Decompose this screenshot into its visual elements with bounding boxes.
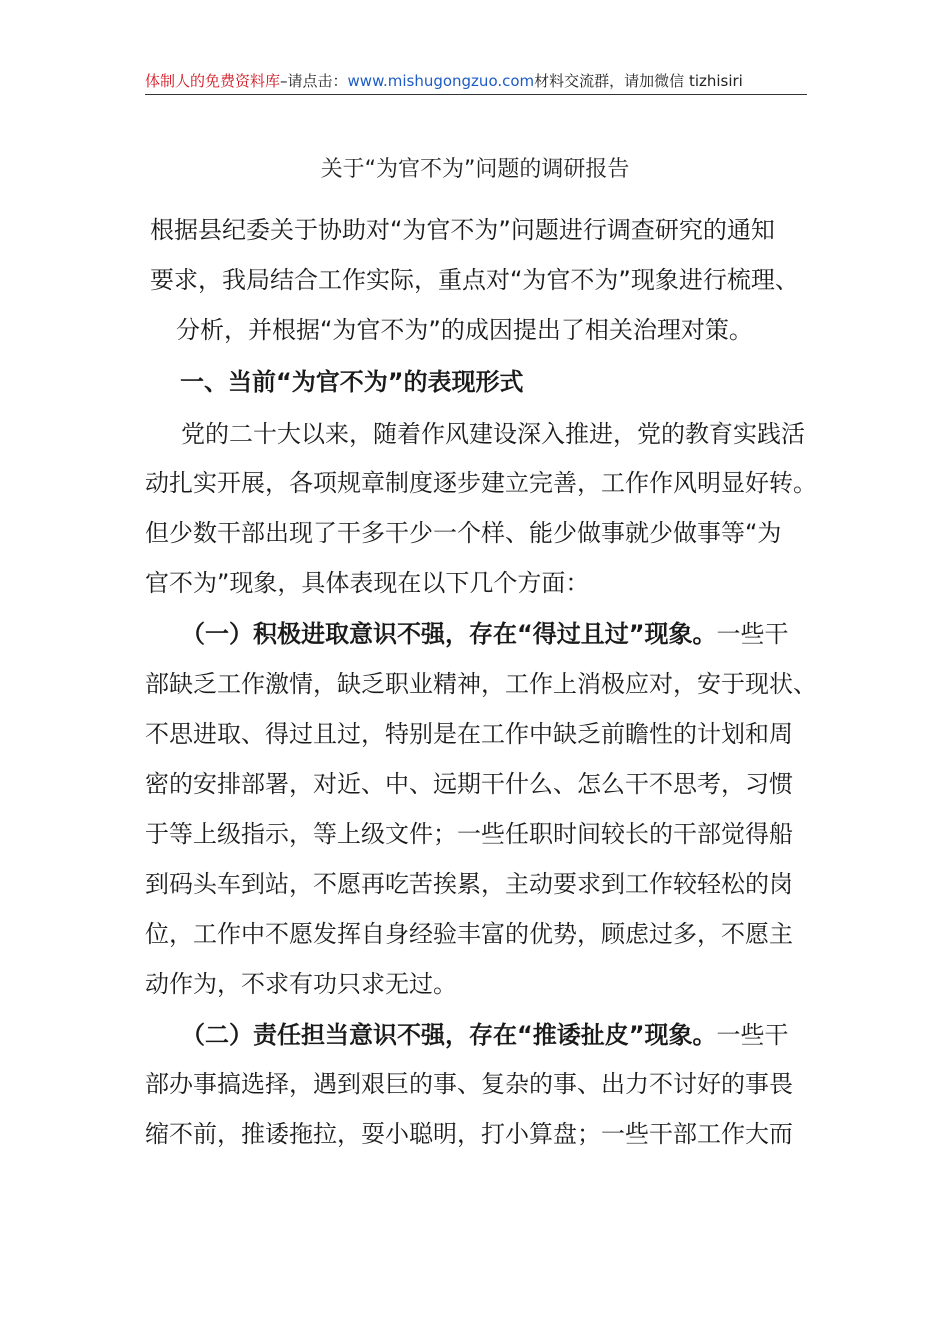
paragraph-line: 密的安排部署，对近、中、远期干什么、怎么干不思考，习惯 xyxy=(145,770,793,798)
item-2-heading: （二）责任担当意识不强，存在“推诿扯皮”现象。 xyxy=(181,1021,717,1049)
paragraph-line: 党的二十大以来，随着作风建设深入推进，党的教育实践活 xyxy=(181,420,805,448)
page-header xyxy=(145,68,807,95)
header-click-text: –请点击： xyxy=(280,72,348,90)
item-1-first-line xyxy=(181,616,789,652)
intro-line: 根据县纪委关于协助对“为官不为”问题进行调查研究的通知 xyxy=(150,216,775,244)
paragraph-line: 不思进取、得过且过，特别是在工作中缺乏前瞻性的计划和周 xyxy=(145,720,793,748)
paragraph-line: 动作为，不求有功只求无过。 xyxy=(145,970,457,998)
document-title: 关于“为官不为”问题的调研报告 xyxy=(320,157,630,182)
section-1-heading: 一、当前“为官不为”的表现形式 xyxy=(180,368,524,396)
item-2-text: 一些干 xyxy=(716,1021,789,1049)
paragraph-line: 动扎实开展，各项规章制度逐步建立完善，工作作风明显好转。 xyxy=(145,469,817,497)
paragraph-line: 但少数干部出现了干多干少一个样、能少做事就少做事等“为 xyxy=(145,519,782,547)
header-url-link[interactable]: www.mishugongzuo.com xyxy=(347,72,535,90)
header-contact-text: 材料交流群，请加微信 tizhisiri xyxy=(534,72,743,90)
paragraph-line: 部办事搞选择，遇到艰巨的事、复杂的事、出力不讨好的事畏 xyxy=(145,1070,793,1098)
paragraph-line: 官不为”现象，具体表现在以下几个方面： xyxy=(145,569,590,597)
paragraph-line: 于等上级指示，等上级文件；一些任职时间较长的干部觉得船 xyxy=(145,820,793,848)
paragraph-line: 位，工作中不愿发挥自身经验丰富的优势，顾虑过多，不愿主 xyxy=(145,920,793,948)
paragraph-line: 到码头车到站，不愿再吃苦挨累，主动要求到工作较轻松的岗 xyxy=(145,870,793,898)
header-brand[interactable]: 体制人的免费资料库 xyxy=(145,72,281,90)
item-2-first-line xyxy=(181,1017,789,1053)
intro-line: 分析，并根据“为官不为”的成因提出了相关治理对策。 xyxy=(176,316,753,344)
paragraph-line: 缩不前，推诿拖拉，耍小聪明，打小算盘；一些干部工作大而 xyxy=(145,1120,793,1148)
item-1-text: 一些干 xyxy=(716,620,789,648)
item-1-heading: （一）积极进取意识不强，存在“得过且过”现象。 xyxy=(181,620,717,648)
intro-line: 要求，我局结合工作实际，重点对“为官不为”现象进行梳理、 xyxy=(150,266,799,294)
paragraph-line: 部缺乏工作激情，缺乏职业精神，工作上消极应对，安于现状、 xyxy=(145,670,817,698)
